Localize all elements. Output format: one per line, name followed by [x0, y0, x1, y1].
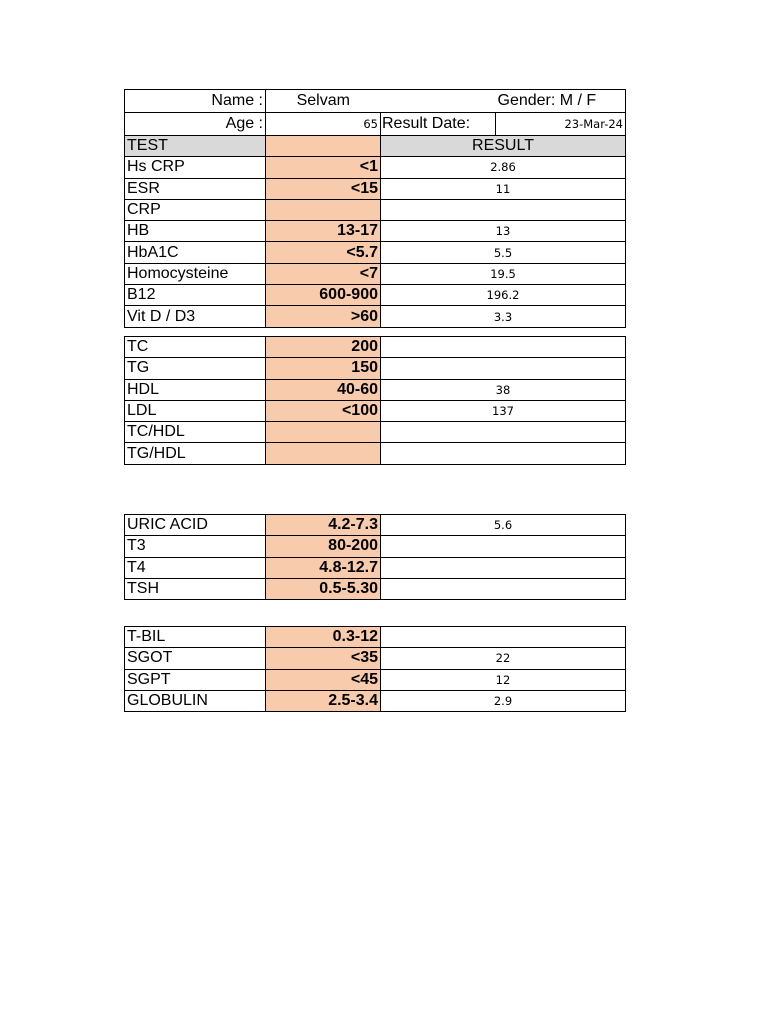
result-value-cell: 2.86 — [381, 157, 626, 178]
table-row — [125, 242, 626, 263]
age-label: Age : — [125, 113, 266, 136]
test-name-cell: SGPT — [125, 669, 266, 690]
result-value-cell: 137 — [381, 400, 626, 421]
reference-range-cell: <15 — [266, 178, 381, 199]
result-date-value: 23-Mar-24 — [564, 117, 623, 131]
test-name-cell: T3 — [125, 536, 266, 557]
age-row — [125, 113, 626, 136]
result-value-cell — [381, 578, 626, 599]
result-value-cell — [381, 422, 626, 443]
reference-range-cell: 2.5-3.4 — [266, 690, 381, 711]
table-row — [125, 536, 626, 557]
name-row — [125, 90, 626, 113]
table-row — [125, 515, 626, 536]
table-row — [125, 669, 626, 690]
test-name-cell: T4 — [125, 557, 266, 578]
reference-range-cell — [266, 422, 381, 443]
table-row — [125, 306, 626, 327]
section-lipid-table — [124, 336, 626, 465]
result-value-cell — [381, 557, 626, 578]
reference-range-cell: <5.7 — [266, 242, 381, 263]
reference-range-cell: <100 — [266, 400, 381, 421]
table-row — [125, 443, 626, 464]
reference-range-cell: 4.8-12.7 — [266, 557, 381, 578]
result-date-cell — [381, 113, 626, 136]
name-label: Name : — [125, 90, 266, 113]
test-name-cell: T-BIL — [125, 627, 266, 648]
table-row — [125, 400, 626, 421]
table-row — [125, 178, 626, 199]
reference-range-cell: <7 — [266, 263, 381, 284]
result-value-cell: 5.6 — [381, 515, 626, 536]
section-uric-thyroid-table — [124, 514, 626, 600]
table-row — [125, 199, 626, 220]
test-name-cell: TSH — [125, 578, 266, 599]
result-value-cell: 2.9 — [381, 690, 626, 711]
test-name-cell: TC — [125, 337, 266, 358]
test-name-cell: HbA1C — [125, 242, 266, 263]
test-name-cell: URIC ACID — [125, 515, 266, 536]
result-value-cell: 22 — [381, 648, 626, 669]
reference-range-cell: 600-900 — [266, 285, 381, 306]
reference-range-cell: <1 — [266, 157, 381, 178]
result-value-cell — [381, 443, 626, 464]
reference-range-cell — [266, 199, 381, 220]
test-name-cell: TG — [125, 358, 266, 379]
reference-range-cell — [266, 443, 381, 464]
reference-range-cell: 4.2-7.3 — [266, 515, 381, 536]
table-row — [125, 285, 626, 306]
section-inflammation-table — [124, 135, 626, 328]
test-column-header: TEST — [125, 136, 266, 157]
test-name-cell: TG/HDL — [125, 443, 266, 464]
result-value-cell: 19.5 — [381, 263, 626, 284]
test-name-cell: Hs CRP — [125, 157, 266, 178]
result-value-cell: 5.5 — [381, 242, 626, 263]
table-row — [125, 690, 626, 711]
test-name-cell: HDL — [125, 379, 266, 400]
name-value: Selvam — [266, 90, 381, 113]
table-row — [125, 379, 626, 400]
table-row — [125, 358, 626, 379]
table-row — [125, 263, 626, 284]
table-row — [125, 157, 626, 178]
test-name-cell: HB — [125, 221, 266, 242]
test-name-cell: CRP — [125, 199, 266, 220]
test-name-cell: LDL — [125, 400, 266, 421]
result-value-cell — [381, 627, 626, 648]
table-row — [125, 337, 626, 358]
test-name-cell: SGOT — [125, 648, 266, 669]
test-name-cell: Homocysteine — [125, 263, 266, 284]
reference-range-cell: 40-60 — [266, 379, 381, 400]
section-liver-table — [124, 626, 626, 712]
test-name-cell: Vit D / D3 — [125, 306, 266, 327]
result-value-cell: 196.2 — [381, 285, 626, 306]
result-value-cell: 38 — [381, 379, 626, 400]
test-name-cell: ESR — [125, 178, 266, 199]
reference-range-cell: 80-200 — [266, 536, 381, 557]
result-value-cell — [381, 358, 626, 379]
reference-range-cell: 0.3-12 — [266, 627, 381, 648]
test-name-cell: GLOBULIN — [125, 690, 266, 711]
reference-range-cell: 150 — [266, 358, 381, 379]
reference-range-cell: >60 — [266, 306, 381, 327]
reference-range-cell: <35 — [266, 648, 381, 669]
reference-column-header — [266, 136, 381, 157]
table-row — [125, 221, 626, 242]
reference-range-cell: <45 — [266, 669, 381, 690]
report-header-table — [124, 89, 626, 136]
result-value-cell — [381, 536, 626, 557]
test-name-cell: B12 — [125, 285, 266, 306]
table-row — [125, 578, 626, 599]
table-row — [125, 422, 626, 443]
result-value-cell: 13 — [381, 221, 626, 242]
result-value-cell — [381, 199, 626, 220]
result-column-header: RESULT — [381, 136, 626, 157]
gender-label: Gender: M / F — [381, 90, 626, 113]
column-header-row — [125, 136, 626, 157]
table-row — [125, 648, 626, 669]
table-row — [125, 557, 626, 578]
reference-range-cell: 0.5-5.30 — [266, 578, 381, 599]
table-row — [125, 627, 626, 648]
result-date-label: Result Date: — [381, 113, 496, 135]
reference-range-cell: 200 — [266, 337, 381, 358]
result-value-cell: 3.3 — [381, 306, 626, 327]
age-value: 65 — [266, 113, 381, 136]
result-value-cell: 11 — [381, 178, 626, 199]
test-name-cell: TC/HDL — [125, 422, 266, 443]
result-value-cell: 12 — [381, 669, 626, 690]
result-value-cell — [381, 337, 626, 358]
reference-range-cell: 13-17 — [266, 221, 381, 242]
